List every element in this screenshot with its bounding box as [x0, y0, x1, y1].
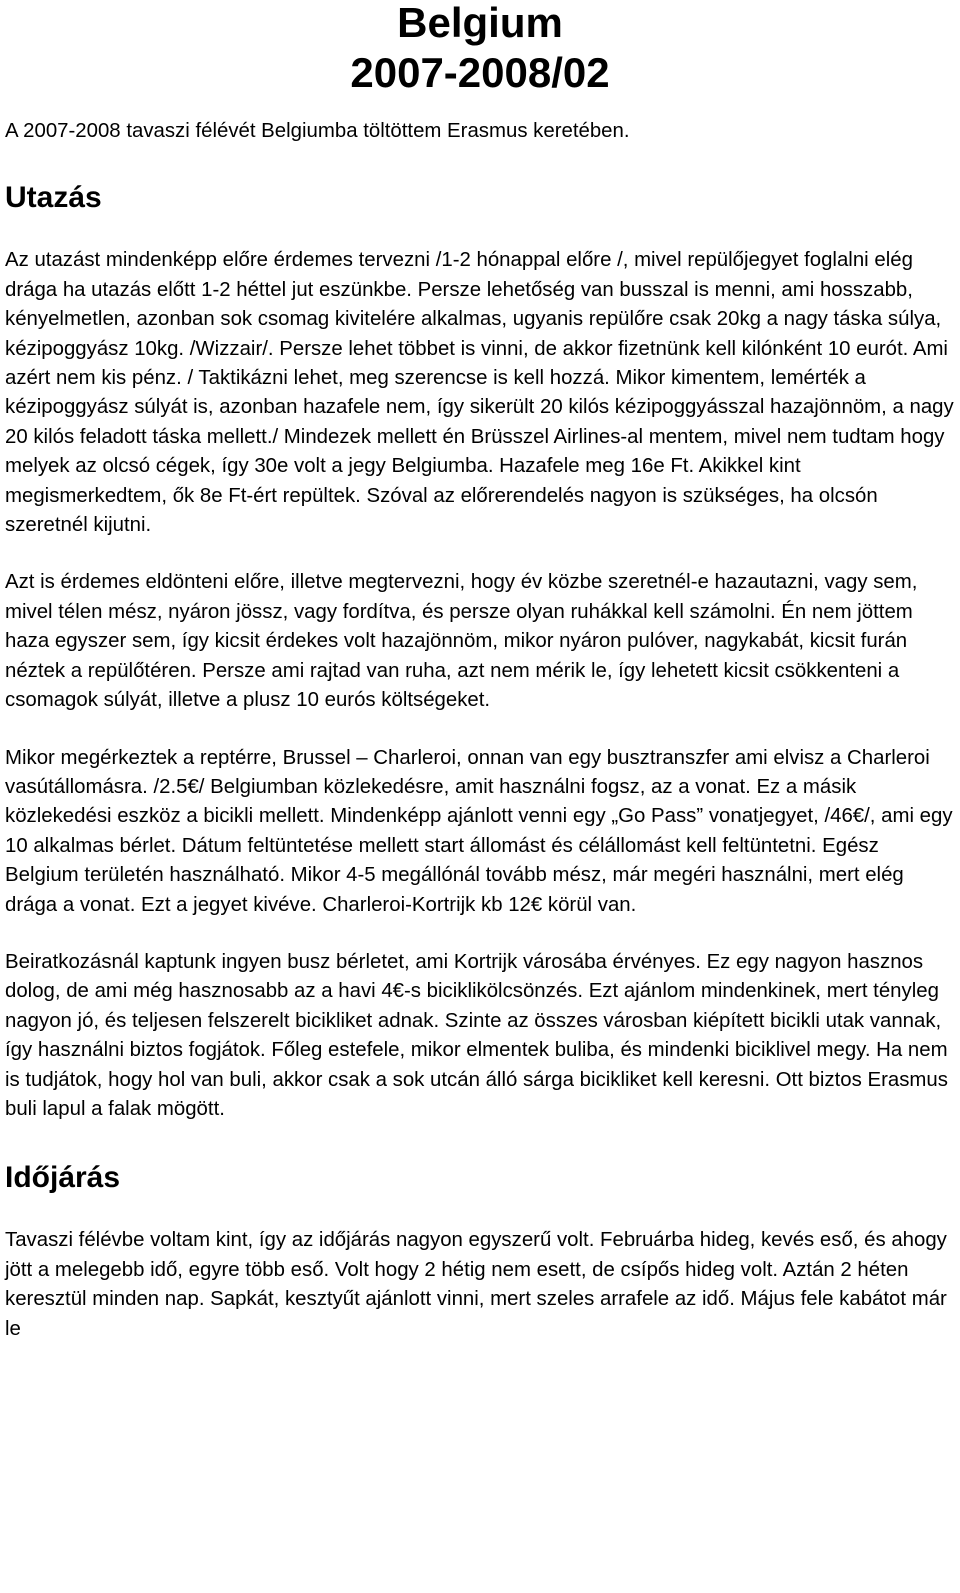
title-country: Belgium — [397, 0, 563, 46]
document-title — [0, 0, 960, 96]
travel-paragraph-1: Az utazást mindenképp előre érdemes tervezni /1-2 hónappal előre /, mivel repülőjegyet foglalni elég drága ha utazás előtt 1-2 héttel jut eszünkbe. Persze lehetőség van busszal is menni, ami hosszabb, kényelmetlen, azonban sok csomag kivitelére alkalmas, ugyanis repülőre csak 20kg a nagy táska súlya, kézipoggyász 10kg. /Wizzair/. Persze lehet többet is vinni, de akkor fizetnünk kell kilónként 10 eurót. Ami azért nem kis pénz. / Taktikázni lehet, meg szerencse is kell hozzá. Mikor kimentem, lemérték a kézipoggyász súlyát is, azonban hazafele nem, így sikerült 20 kilós kézipoggyásszal hazajönnöm, a nagy 20 kilós feladott táska mellett./ Mindezek mellett én Brüsszel Airlines-al mentem, mivel nem tudtam hogy melyek az olcsó cégek, így 30e volt a jegy Belgiumba. Hazafele meg 16e Ft. Akikkel kint megismerkedtem, ők 8e Ft-ért repültek. Szóval az előrerendelés nagyon is szükséges, ha olcsón szeretnél kijutni. — [5, 249, 954, 537]
document-body — [0, 117, 960, 1344]
travel-paragraph-2: Azt is érdemes eldönteni előre, illetve megtervezni, hogy év közbe szeretnél-e hazautazni, vagy sem, mivel télen mész, nyáron jössz, vagy fordítva, és persze olyan ruhákkal kell számolni. Én nem jöttem haza egyszer sem, így kicsit érdekes volt hazajönnöm, mikor nyáron pulóver, nagykabát, kicsit furán néztek a repülőtéren. Persze ami rajtad van ruha, azt nem mérik le, így lehetett kicsit csökkenteni a csomagok súlyát, illetve a plusz 10 eurós költségeket. — [5, 571, 918, 712]
weather-paragraph-1: Tavaszi félévbe voltam kint, így az időjárás nagyon egyszerű volt. Februárba hideg, kevés eső, és ahogy jött a melegebb idő, egyre több eső. Volt hogy 2 hétig nem esett, de csípős hideg volt. Aztán 2 héten keresztül minden nap. Sapkát, kesztyűt ajánlott vinni, mert szeles arrafele az idő. Május fele kabátot már le — [5, 1229, 947, 1340]
travel-paragraph-4: Beiratkozásnál kaptunk ingyen busz bérletet, ami Kortrijk városába érvényes. Ez egy nagyon hasznos dolog, de ami még hasznosabb az a havi 4€-s biciklikölcsönzés. Ezt ajánlom mindenkinek, mert tényleg nagyon jó, és teljesen felszerelt bicikliket adnak. Szinte az összes városban kiépített bicikli utak vannak, így használni biztos fogjátok. Főleg estefele, mikor elmentek buliba, és mindenki biciklivel megy. Ha nem is tudjátok, hogy hol van buli, akkor csak a sok utcán álló sárga bicikliket kell keresni. Ott biztos Erasmus buli lapul a falak mögött. — [5, 950, 948, 1120]
travel-paragraph-3: Mikor megérkeztek a reptérre, Brussel – Charleroi, onnan van egy busztranszfer ami elvisz a Charleroi vasútállomásra. /2.5€/ Belgiumban közlekedésre, amit használni fogsz, az a vonat. Ez a másik közlekedési eszköz a bicikli mellett. Mindenképp ajánlott venni egy „Go Pass” vonatjegyet, /46€/, ami egy 10 alkalmas bérlet. Dátum feltüntetése mellett start állomást és célállomást kell feltüntetni. Egész Belgium területén használható. Mikor 4-5 megállónál tovább mész, már megéri használni, mert elég drága a vonat. Ezt a jegyet kivéve. Charleroi-Kortrijk kb 12€ körül van. — [5, 746, 953, 916]
title-period: 2007-2008/02 — [350, 49, 610, 96]
section-heading-travel: Utazás — [5, 181, 102, 215]
intro-paragraph: A 2007-2008 tavaszi félévét Belgiumba töltöttem Erasmus keretében. — [5, 120, 630, 142]
section-heading-weather: Időjárás — [5, 1161, 121, 1195]
